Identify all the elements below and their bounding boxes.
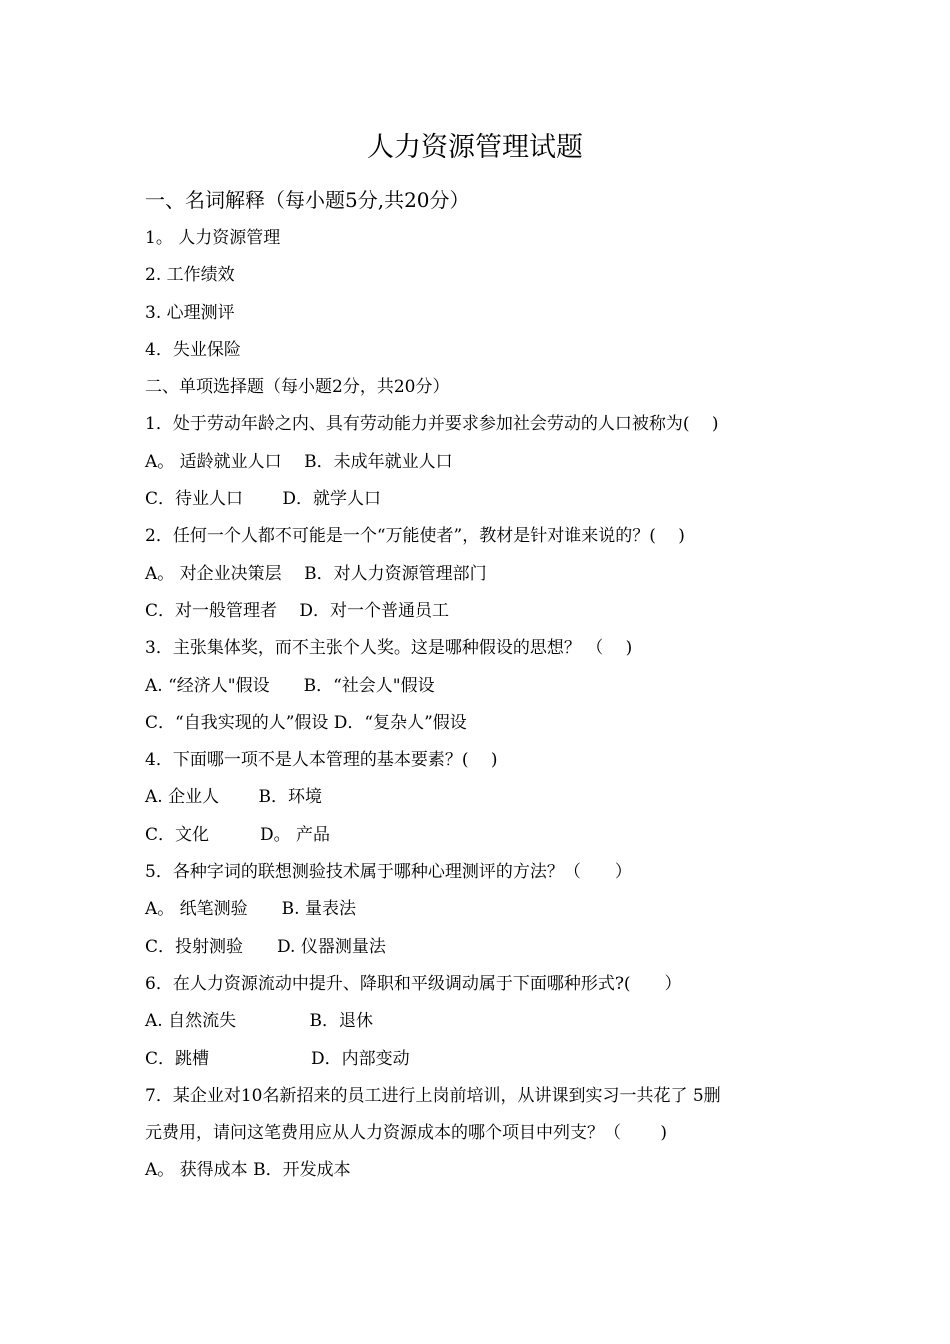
question-text: 2．任何一个人都不可能是一个“万能使者”，教材是针对谁来说的？( ) xyxy=(145,526,685,547)
answer-options: A. “经济人"假设 B．“社会人"假设 xyxy=(145,675,435,696)
document-body xyxy=(145,220,825,1190)
question-item: 4．失业保险 xyxy=(145,339,241,360)
question-text: 6．在人力资源流动中提升、降职和平级调动属于下面哪种形式?( ） xyxy=(145,973,682,994)
question-item: 1。 人力资源管理 xyxy=(145,228,281,248)
question-item: 2. 工作绩效 xyxy=(145,265,235,286)
question-text: 1．处于劳动年龄之内、具有劳动能力并要求参加社会劳动的人口被称为( ) xyxy=(145,414,719,435)
question-text-continued: 元费用，请问这笔费用应从人力资源成本的哪个项目中列支？（ ) xyxy=(145,1123,668,1144)
answer-options: C．待业人口 D．就学人口 xyxy=(145,489,382,510)
answer-options: A. 自然流失 B．退休 xyxy=(145,1011,373,1032)
question-item: 3. 心理测评 xyxy=(145,302,235,323)
section-heading-single-choice: 二、单项选择题（每小题2分，共20分） xyxy=(145,377,450,398)
answer-options: A. 企业人 B．环境 xyxy=(145,787,322,808)
answer-options: A。 适龄就业人口 B．未成年就业人口 xyxy=(145,451,453,472)
question-text: 3．主张集体奖，而不主张个人奖。这是哪种假设的思想？ （ ) xyxy=(145,638,633,659)
answer-options: C．文化 D。 产品 xyxy=(145,824,331,845)
answer-options: C．对一般管理者 D．对一个普通员工 xyxy=(145,600,450,621)
document-title: 人力资源管理试题 xyxy=(367,132,583,163)
answer-options: A。 纸笔测验 B. 量表法 xyxy=(145,899,356,920)
answer-options: C．投射测验 D. 仪器测量法 xyxy=(145,936,386,957)
answer-options: A。 对企业决策层 B．对人力资源管理部门 xyxy=(145,563,487,584)
answer-options: A。 获得成本 B．开发成本 xyxy=(145,1160,351,1181)
answer-options: C．跳槽 D．内部变动 xyxy=(145,1048,410,1069)
section-heading-definitions: 一、名词解释（每小题5分,共20分） xyxy=(145,188,470,212)
question-text: 7．某企业对10名新招来的员工进行上岗前培训，从讲课到实习一共花了 5删 xyxy=(145,1085,721,1106)
answer-options: C．“自我实现的人”假设 D．“复杂人”假设 xyxy=(145,712,467,733)
question-text: 4．下面哪一项不是人本管理的基本要素？( ) xyxy=(145,750,498,771)
question-text: 5．各种字词的联想测验技术属于哪种心理测评的方法？（ ） xyxy=(145,862,632,883)
